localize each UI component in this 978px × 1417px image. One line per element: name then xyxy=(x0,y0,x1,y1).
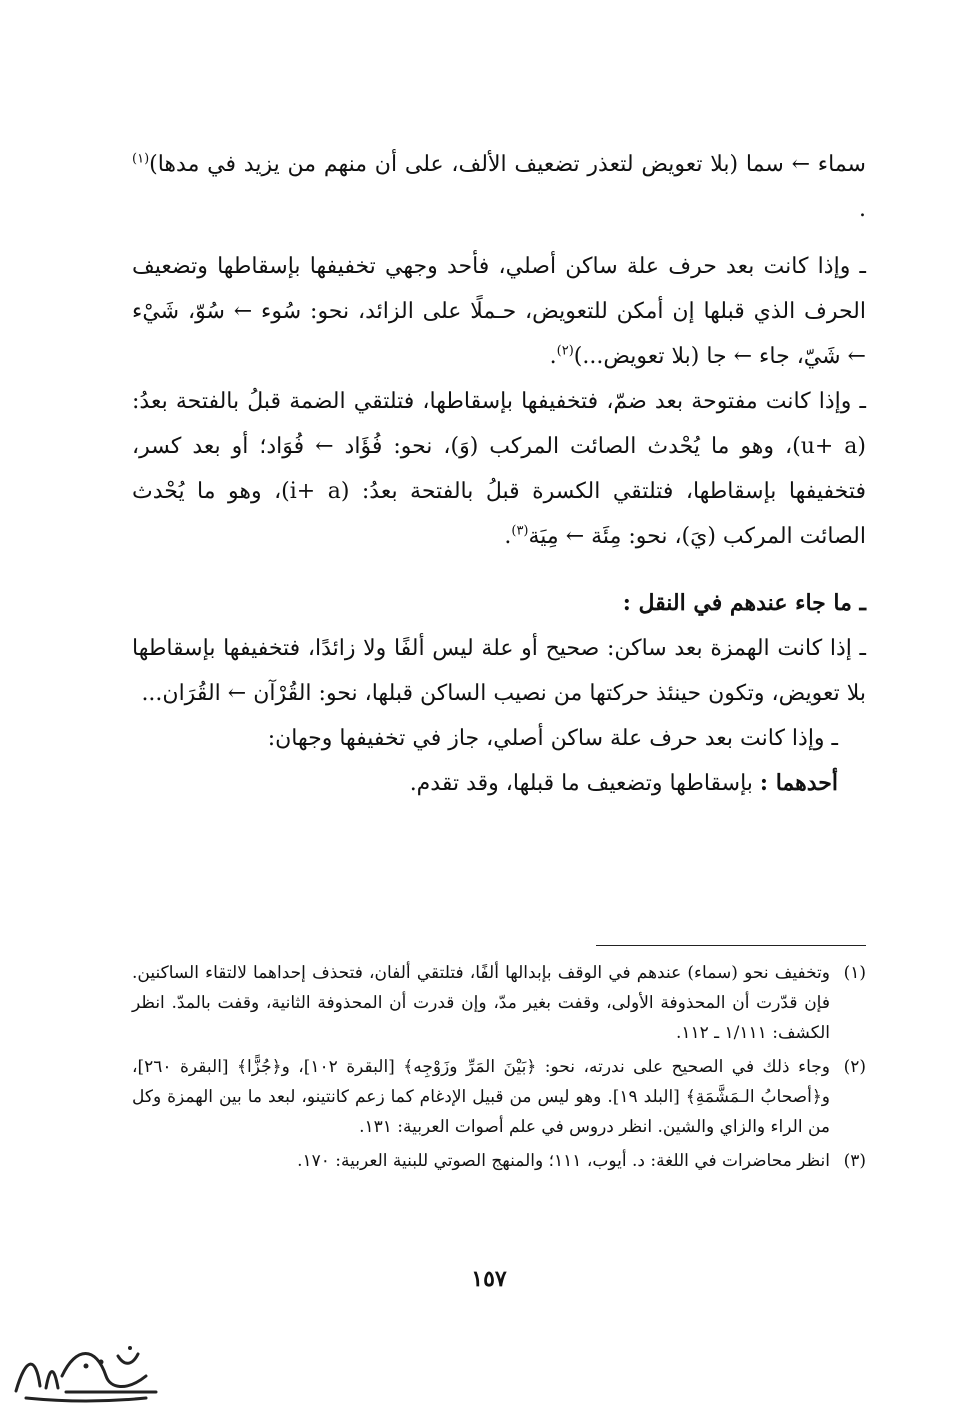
paragraph-4: ـ إذا كانت الهمزة بعد ساكن: صحيح أو علة ليس ألفًا ولا زائدًا، فتخفيفها بإسقاطها بلا تعويض، وتكون حينئذ حركتها من نصيب الساكن قبلها، نحو: القُرْآن ← القُرَان... xyxy=(132,636,866,706)
calligraphy-logo-icon xyxy=(6,1336,166,1406)
footnote-number: (١) xyxy=(843,963,866,983)
footnote-ref-1: (١) xyxy=(132,151,150,167)
main-text xyxy=(132,142,866,806)
footnote-number: (٢) xyxy=(843,1057,866,1077)
footnote-number: (٣) xyxy=(843,1151,866,1171)
footnote-3 xyxy=(132,1146,866,1176)
section-heading: ـ ما جاء عندهم في النقل : xyxy=(622,590,866,616)
paragraph-2: ـ وإذا كانت بعد حرف علة ساكن أصلي، فأحد وجهي تخفيفها بإسقاطها وتضعيف الحرف الذي قبلها إن أمكن للتعويض، حـملًا على الزائد، نحو: سُوء ← سُوّ، شَيْء ← شَيّ، جاء ← جا (بلا تعويض...)$^{(٢)}$. xyxy=(132,254,866,369)
footnote-1 xyxy=(132,958,866,1048)
footnote-text: وجاء ذلك في الصحيح على ندرته، نحو: ﴿بَيْنَ المَرِّ وزَوْجِه﴾ [البقرة ١٠٢]، و﴿جُزًّا﴾ [البقرة ٢٦٠]، و﴿أصحابُ الـمَشَّمَةِ﴾ [البلد ١٩]. وهو ليس من قبيل الإدغام كما زعم كانتينو، لبعد ما بين الهمزة وكل من الراء والزاي والشين. انظر دروس في علم أصوات العربية: ١٣١. xyxy=(132,1057,830,1137)
footnote-text: وتخفيف نحو (سماء) عندهم في الوقف بإبدالها ألفًا، فتلتقي ألفان، فتحذف إحداهما لالتقاء الساكنين. فإن قدّرت أن المحذوفة الأولى، وقفت بغير مدّ، وإن قدرت أن المحذوفة الثانية، وقفت بالمدّ. انظر الكشف: ١/١١١ ـ ١١٢. xyxy=(132,963,830,1043)
paragraph-6-label: أحدهما : xyxy=(759,770,838,796)
footnote-ref-3: (٣) xyxy=(511,523,529,539)
paragraph-3: ـ وإذا كانت مفتوحة بعد ضمّ، فتخفيفها بإسقاطها، فتلتقي الضمة قبلُ بالفتحة بعدُ: (u+ a)، وهو ما يُحْدث الصائت المركب (وَ)، نحو: فُؤَاد ← فُوَاد؛ أو بعد كسر، فتخفيفها بإسقاطها، فتلتقي الكسرة قبلُ بالفتحة بعدُ: (i+ a)، وهو ما يُحْدث الصائت المركب (يَ)، نحو: مِئَة ← مِيَة$^{(٣)}$. xyxy=(132,389,866,549)
footnotes xyxy=(132,958,866,1180)
calligraphy-logo xyxy=(6,1336,166,1406)
paragraph-1: سماء ← سما (بلا تعويض لتعذر تضعيف الألف، على أن منهم من يزيد في مدها)$^{(١)}$ . xyxy=(132,151,866,222)
paragraph-6: أحدهما : بإسقاطها وتضعيف ما قبلها، وقد تقدم. xyxy=(409,770,838,796)
footnote-separator xyxy=(596,945,866,946)
footnote-2 xyxy=(132,1052,866,1142)
footnote-ref-2: (٢) xyxy=(556,343,574,359)
paragraph-5: ـ وإذا كانت بعد حرف علة ساكن أصلي، جاز في تخفيفها وجهان: xyxy=(267,726,838,751)
footnote-text: انظر محاضرات في اللغة: د. أيوب، ١١١؛ والمنهج الصوتي للبنية العربية: ١٧٠. xyxy=(297,1151,830,1171)
page-number: ١٥٧ xyxy=(471,1266,507,1292)
